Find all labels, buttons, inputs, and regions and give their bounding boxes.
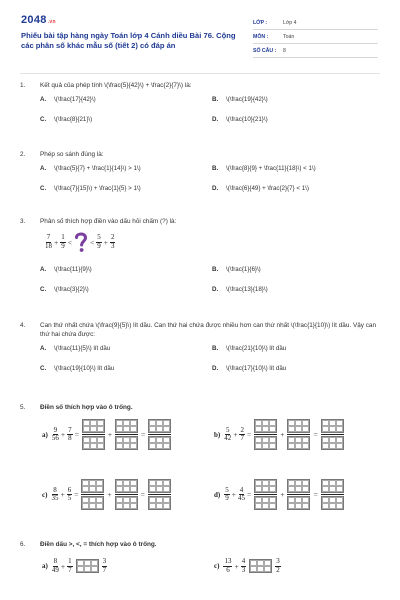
question-1: 1. Kết quả của phép tính \(\frac{5}{42}\) + \frac{2}{7}\) là: A. \(\frac{17}{42}\) B. \(\frac{19}{42}\) C. \(\frac{8}{21}\) D. \(\frac{10}{21}\) xyxy=(20,82,268,123)
answer-grid[interactable] xyxy=(115,479,138,510)
fill-item-a: a) $\frac{9}{56}$ + $\frac{7}{8}$ = + = xyxy=(42,419,173,450)
option-c[interactable]: C. \(\frac{19}{10}\) lít dầu xyxy=(40,365,115,372)
answer-grid[interactable] xyxy=(287,419,310,450)
fill-item-d: d) $\frac{5}{9}$ + $\frac{4}{45}$ = + = xyxy=(214,479,346,510)
answer-grid[interactable] xyxy=(115,419,138,450)
option-a[interactable]: A. \(\frac{11}{9}\) xyxy=(40,266,92,273)
question-2: 2. Phép so sánh đúng là: A. \(\frac{5}{7} + \frac{1}{14}\) > 1\) B. \(\frac{8}{9} + \frac{11}{18}\) < 1\) C. \(\frac{7}{15}\) + \frac{1}{5} > 1\) D. \(\frac{6}{49} + \frac{2}{7} < 1\) xyxy=(20,151,316,192)
sign-box[interactable] xyxy=(249,559,272,573)
sign-box[interactable] xyxy=(76,559,99,573)
answer-grid[interactable] xyxy=(148,419,171,450)
page-title: Phiếu bài tập hàng ngày Toán lớp 4 Cánh diều Bài 76. Cộng các phân số khác mẫu số (tiết 2) có đáp án xyxy=(21,31,236,50)
answer-grid[interactable] xyxy=(148,479,171,510)
meta-count: SỐ CÂU : 8 xyxy=(253,44,378,58)
fill-item-c: c) $\frac{8}{35}$ + $\frac{6}{5}$ = + = xyxy=(42,479,173,510)
answer-grid[interactable] xyxy=(82,419,105,450)
question-mark-icon xyxy=(74,231,88,253)
divider xyxy=(20,73,380,74)
option-d[interactable]: D. \(\frac{13}{18}\) xyxy=(212,286,268,293)
answer-grid[interactable] xyxy=(254,419,277,450)
question-6: 6. Điền dấu >, <, = thích hợp vào ô trống. a) $\frac{8}{49}$ + $\frac{1}{7}$ $\frac{3}{7}$ c) $\frac{13}{6}$ + $\frac{4}{3}$ $\frac{3}{2}$ xyxy=(20,541,280,574)
option-b[interactable]: B. \(\frac{19}{42}\) xyxy=(212,96,268,103)
answer-grid[interactable] xyxy=(287,479,310,510)
meta-class: LỚP : Lớp 4 xyxy=(253,16,378,30)
fill-item-b: b) $\frac{5}{42}$ + $\frac{2}{7}$ = + = xyxy=(214,419,346,450)
option-d[interactable]: D. \(\frac{17}{10}\) lít dầu xyxy=(212,365,287,372)
answer-grid[interactable] xyxy=(254,479,277,510)
compare-item-a: a) $\frac{8}{49}$ + $\frac{1}{7}$ $\frac{3}{7}$ xyxy=(42,557,107,574)
option-a[interactable]: A. \(\frac{17}{42}\) xyxy=(40,96,96,103)
option-b[interactable]: B. \(\frac{1}{6}\) xyxy=(212,266,261,273)
option-d[interactable]: D. \(\frac{6}{49} + \frac{2}{7} < 1\) xyxy=(212,185,309,192)
option-a[interactable]: A. \(\frac{5}{7} + \frac{1}{14}\) > 1\) xyxy=(40,165,141,172)
site-logo[interactable]: 2048.vn xyxy=(21,14,56,26)
answer-grid[interactable] xyxy=(321,479,344,510)
compare-item-c: c) $\frac{13}{6}$ + $\frac{4}{3}$ $\frac{3}{2}$ xyxy=(214,557,280,574)
answer-grid[interactable] xyxy=(321,419,344,450)
option-b[interactable]: B. \(\frac{8}{9} + \frac{11}{18}\) < 1\) xyxy=(212,165,316,172)
option-c[interactable]: C. \(\frac{3}{2}\) xyxy=(40,286,89,293)
comparison-expression: $\frac{7}{18}$ + $\frac{1}{9}$ < < $\frac{5}{9}$ + $\frac{2}{3}$ xyxy=(44,231,116,253)
question-4: 4. Can thứ nhất chứa \(\frac{9}{5}\) lít dầu. Can thứ hai chứa được nhiều hơn can thứ nhất \(\frac{1}{10}\) lít dầu. Vậy can thứ hai chứa được: A. \(\frac{11}{5}\) lít dầu B. \(\frac{21}{10}\) lít dầu C. \(\frac{19}{10}\) lít dầu D. \(\frac{17}{10}\) lít dầu xyxy=(20,322,377,372)
question-3: 3. Phân số thích hợp điền vào dấu hỏi chấm (?) là: $\frac{7}{18}$ + $\frac{1}{9}$ < < $\frac{5}{9}$ + $\frac{2}{3}$ A. \(\frac{11}{9}\) B. \(\frac{1}{6}\) C. \(\frac{3}{2}\) D. \(\frac{13}{18}\) xyxy=(20,218,268,293)
question-5: 5. Điền số thích hợp vào ô trống. a) $\frac{9}{56}$ + $\frac{7}{8}$ = + = b) $\frac{5}{42}$ + $\frac{2}{7}$ = + = c) $\frac{8}{35}$ + $\frac{6}{5}$ = + = d) $\frac{5}{9}$ + $\frac{4}{45}$ = + = xyxy=(20,403,382,412)
meta-box xyxy=(253,16,378,58)
meta-subject: MÔN : Toán xyxy=(253,30,378,44)
answer-grid[interactable] xyxy=(81,479,104,510)
option-a[interactable]: A. \(\frac{11}{5}\) lít dầu xyxy=(40,345,111,352)
option-b[interactable]: B. \(\frac{21}{10}\) lít dầu xyxy=(212,345,287,352)
option-c[interactable]: C. \(\frac{7}{15}\) + \frac{1}{5} > 1\) xyxy=(40,185,141,192)
option-c[interactable]: C. \(\frac{8}{21}\) xyxy=(40,116,93,123)
option-d[interactable]: D. \(\frac{10}{21}\) xyxy=(212,116,268,123)
